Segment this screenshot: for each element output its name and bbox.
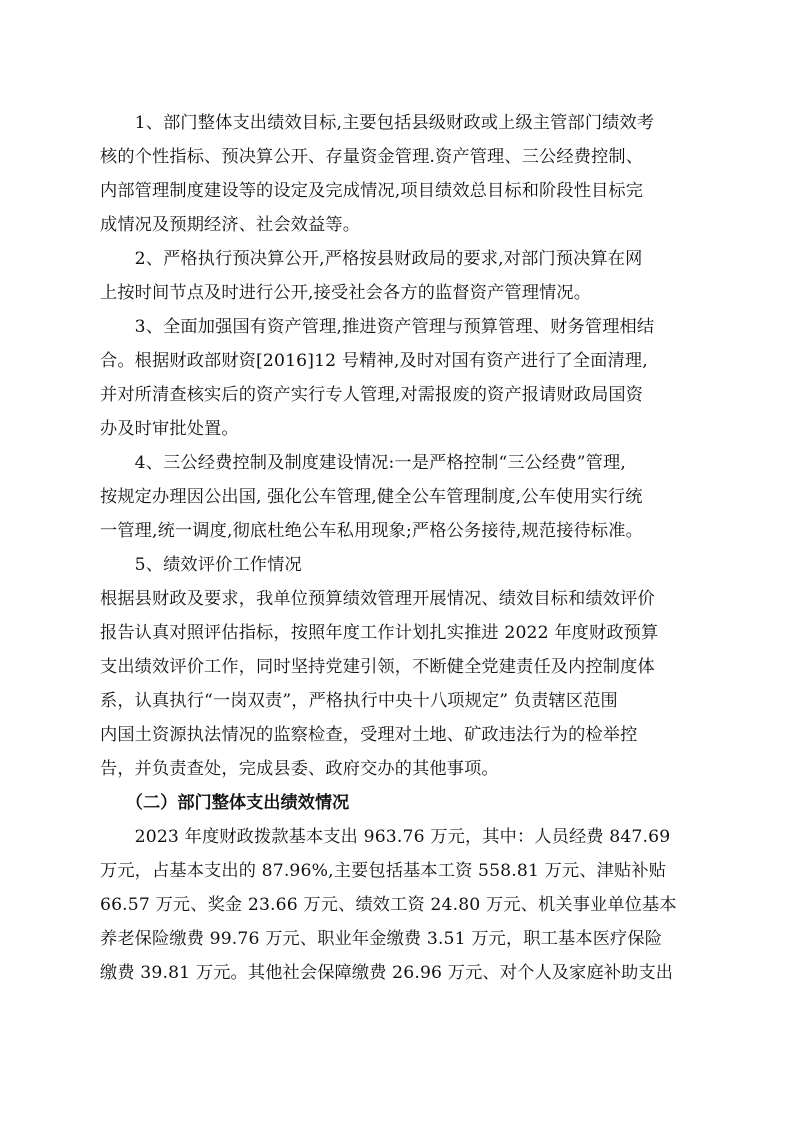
text-line: 支出绩效评价工作，同时坚持党建引领，不断健全党建责任及内控制度体 bbox=[100, 657, 655, 677]
text-line: 办及时审批处置。 bbox=[100, 419, 239, 439]
text-line: 2、严格执行预决算公开,严格按县财政局的要求,对部门预决算在网 bbox=[100, 249, 643, 269]
text-line: 2023 年度财政拨款基本支出 963.76 万元，其中：人员经费 847.69 bbox=[100, 827, 671, 847]
text-line: 1、部门整体支出绩效目标,主要包括县级财政或上级主管部门绩效考 bbox=[100, 113, 655, 133]
text-line: 报告认真对照评估指标，按照年度工作计划扎实推进 2022 年度财政预算 bbox=[100, 623, 659, 643]
text-line: 系，认真执行“一岗双责”，严格执行中央十八项规定” 负责辖区范围 bbox=[100, 691, 618, 711]
text-line: 养老保险缴费 99.76 万元、职业年金缴费 3.51 万元，职工基本医疗保险 bbox=[100, 929, 663, 949]
text-line: 缴费 39.81 万元。其他社会保障缴费 26.96 万元、对个人及家庭补助支出 bbox=[100, 963, 674, 983]
text-line: 按规定办理因公出国, 强化公车管理,健全公车管理制度,公车使用实行统 bbox=[100, 487, 643, 507]
text-line: 合。根据财政部财资[2016]12 号精神,及时对国有资产进行了全面清理, bbox=[100, 351, 648, 371]
section-heading: （二）部门整体支出绩效情况 bbox=[100, 793, 350, 813]
text-line: 核的个性指标、预决算公开、存量资金管理.资产管理、三公经费控制、 bbox=[100, 147, 644, 167]
text-line: 内部管理制度建设等的设定及完成情况,项目绩效总目标和阶段性目标完 bbox=[100, 181, 644, 201]
text-line: 根据县财政及要求，我单位预算绩效管理开展情况、绩效目标和绩效评价 bbox=[100, 589, 655, 609]
text-line: 5、绩效评价工作情况 bbox=[100, 555, 302, 575]
text-line: 一管理,统一调度,彻底杜绝公车私用现象;严格公务接待,规范接待标准。 bbox=[100, 521, 643, 541]
text-line: 66.57 万元、奖金 23.66 万元、绩效工资 24.80 万元、机关事业单位基本 bbox=[100, 895, 677, 915]
text-line: 内国土资源执法情况的监察检查，受理对土地、矿政违法行为的检举控 bbox=[100, 725, 638, 745]
text-line: 并对所清查核实后的资产实行专人管理,对需报废的资产报请财政局国资 bbox=[100, 385, 644, 405]
text-line: 成情况及预期经济、社会效益等。 bbox=[100, 215, 361, 235]
text-line: 3、全面加强国有资产管理,推进资产管理与预算管理、财务管理相结 bbox=[100, 317, 655, 337]
text-line: 上按时间节点及时进行公开,接受社会各方的监督资产管理情况。 bbox=[100, 283, 592, 303]
text-line: 万元，占基本支出的 87.96%,主要包括基本工资 558.81 万元、津贴补贴 bbox=[100, 861, 667, 881]
text-line: 4、三公经费控制及制度建设情况:一是严格控制“三公经费”管理, bbox=[100, 453, 626, 473]
text-line: 告，并负责查处，完成县委、政府交办的其他事项。 bbox=[100, 759, 499, 779]
